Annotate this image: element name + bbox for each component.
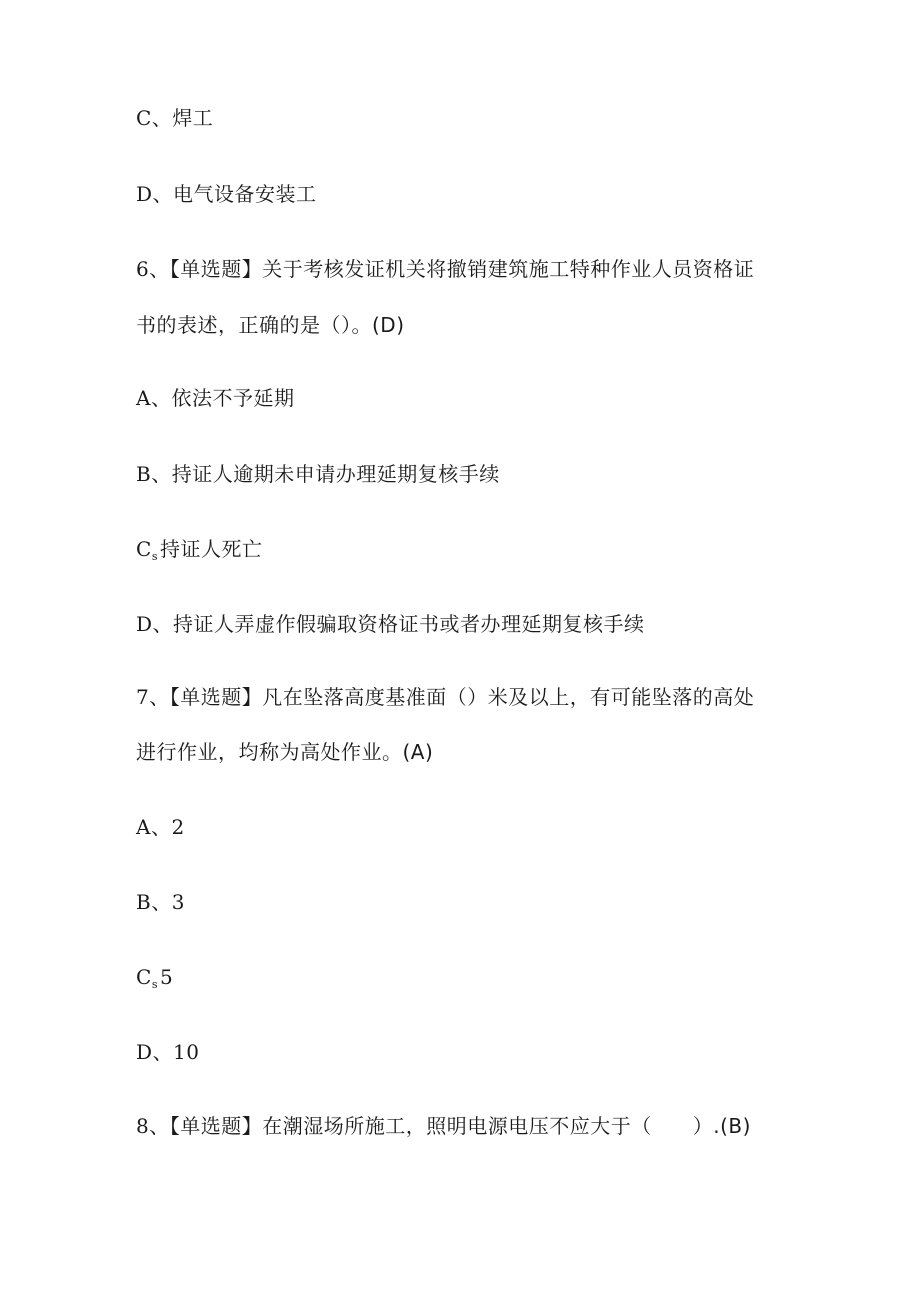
question-7-line-2: 进行作业，均称为高处作业。(A) — [136, 740, 434, 764]
option-d-q6: D、持证人弄虚作假骗取资格证书或者办理延期复核手续 — [136, 612, 645, 636]
option-b-q6: B、持证人逾期未申请办理延期复核手续 — [136, 462, 500, 486]
option-b-q7: B、3 — [136, 890, 185, 914]
question-7-line-1: 7、【单选题】凡在坠落高度基准面（）米及以上，有可能坠落的高处 — [136, 685, 755, 709]
option-d-q7: D、10 — [136, 1040, 200, 1064]
option-a-q6: A、依法不予延期 — [136, 386, 295, 410]
question-6-line-1: 6、【单选题】关于考核发证机关将撤销建筑施工特种作业人员资格证 — [136, 257, 755, 281]
option-c-q5: C、焊工 — [136, 106, 214, 130]
option-c-q6: $C_s$ 持证人死亡 — [136, 537, 263, 563]
option-d-q5: D、电气设备安装工 — [136, 182, 317, 206]
question-8-line-1: 8、【单选题】在潮湿场所施工，照明电源电压不应大于（ ）.(B) — [136, 1114, 751, 1138]
option-c-q7: $C_s$ 5 — [136, 965, 174, 991]
question-6-line-2: 书的表述，正确的是（）。(D) — [136, 313, 405, 337]
option-a-q7: A、2 — [136, 815, 185, 839]
